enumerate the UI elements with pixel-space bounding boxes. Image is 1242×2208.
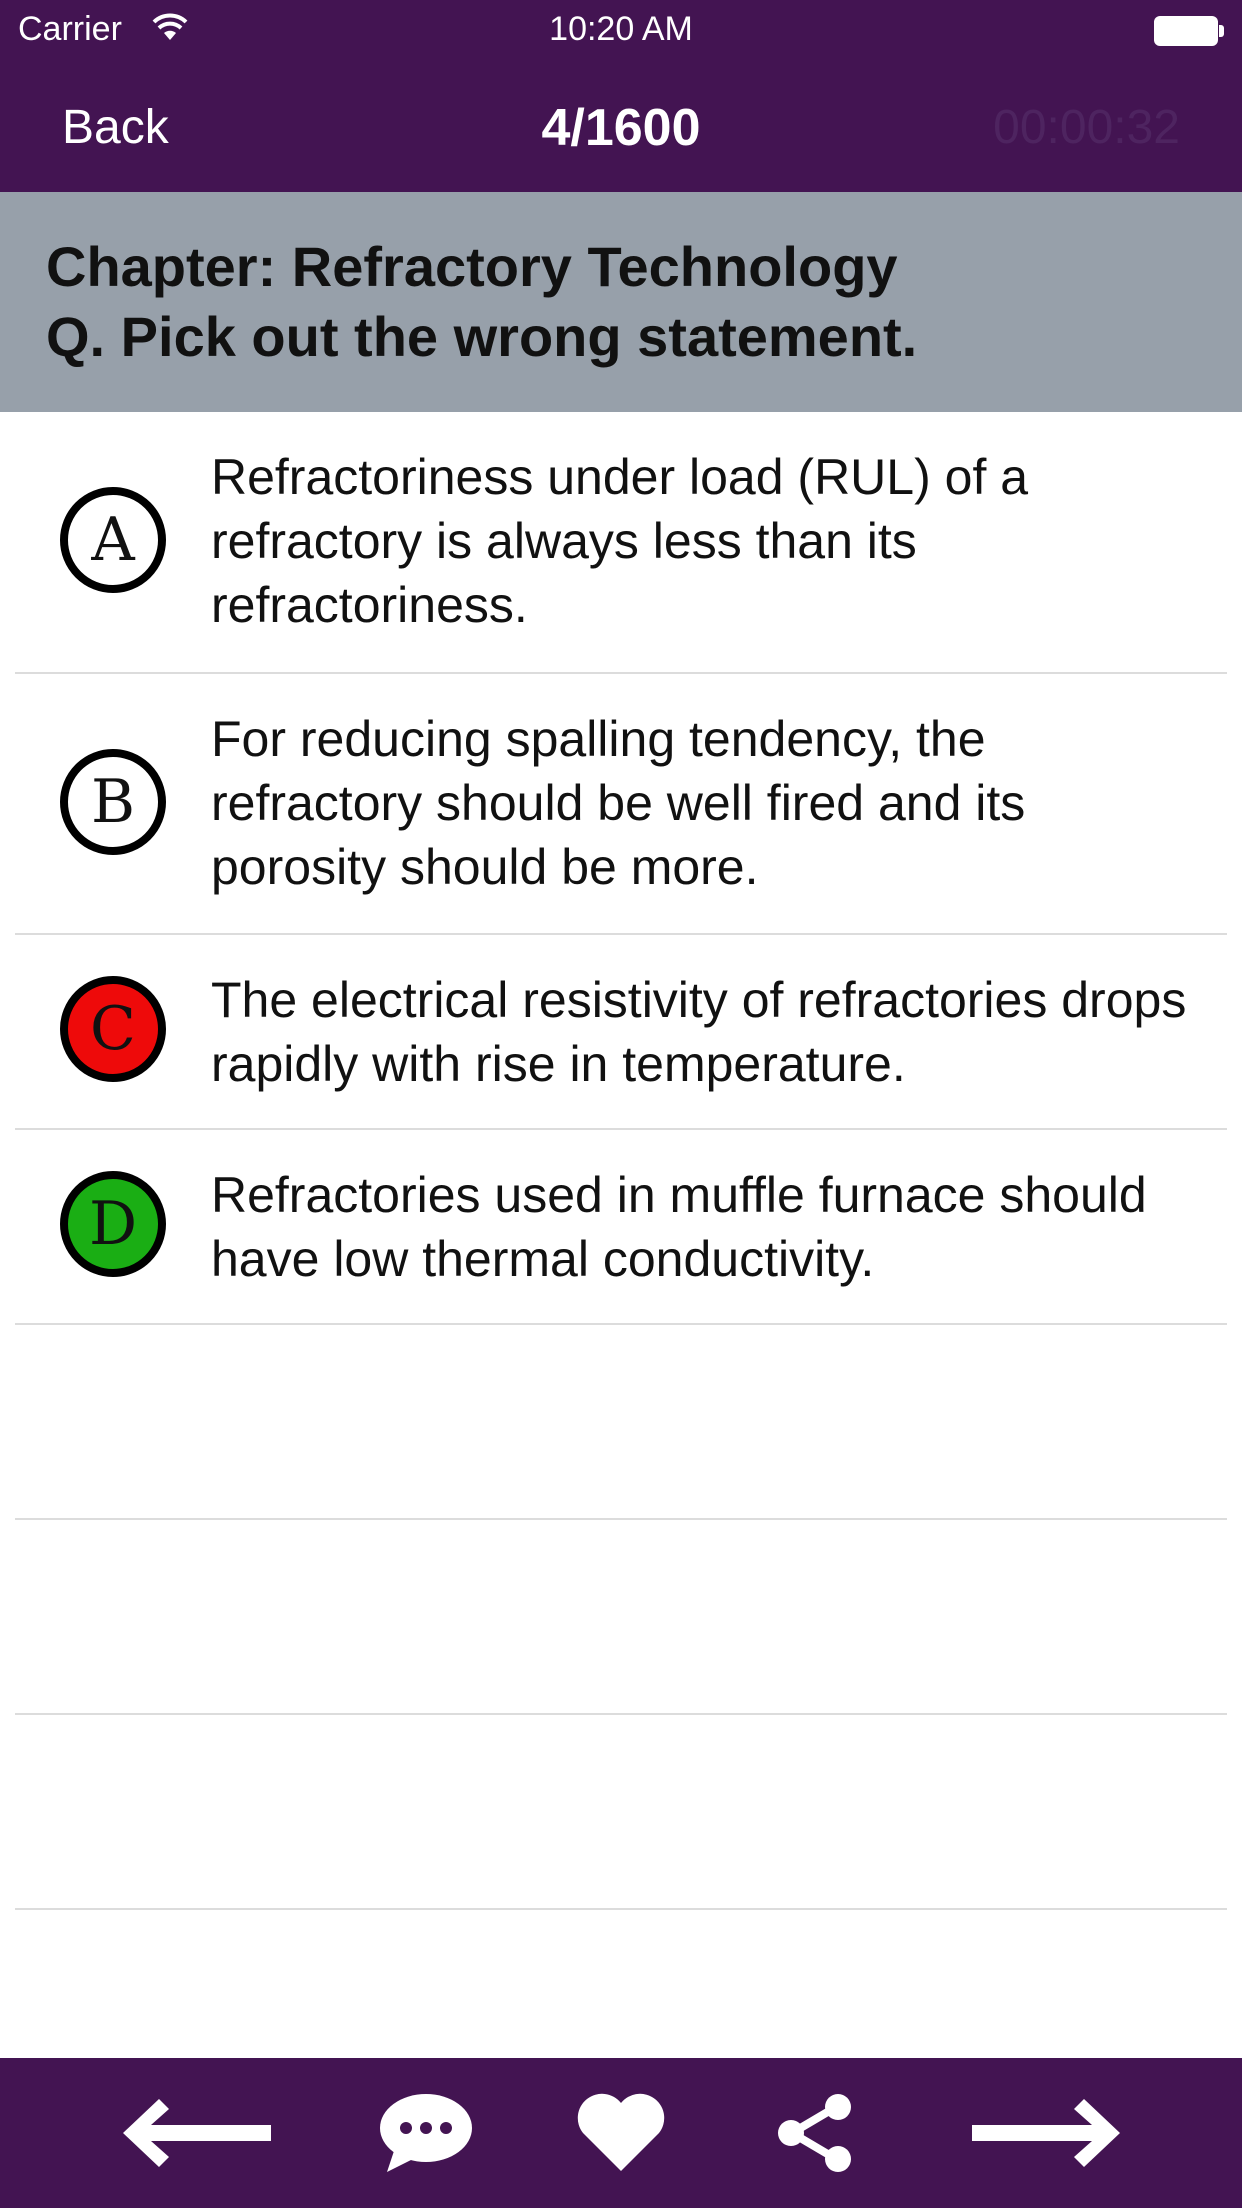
option-a-text: Refractoriness under load (RUL) of a refractory is always less than its refractoriness. [211,449,1029,633]
comment-icon[interactable] [336,2058,516,2208]
bottom-toolbar [0,2058,1242,2208]
back-button[interactable]: Back [62,101,169,154]
status-bar [0,0,1242,62]
question-header [0,192,1242,412]
option-c-badge: C [60,976,166,1082]
heart-icon[interactable] [531,2058,711,2208]
option-c[interactable] [15,935,1227,1130]
empty-row [15,1520,1227,1715]
carrier-label: Carrier [18,10,122,48]
empty-row [15,1715,1227,1910]
option-b-badge: B [60,749,166,855]
empty-row [15,1325,1227,1520]
option-d-text: Refractories used in muffle furnace should have low thermal conductivity. [211,1167,1147,1287]
elapsed-timer: 00:00:32 [993,101,1180,154]
option-c-text: The electrical resistivity of refractories drops rapidly with rise in temperature. [211,972,1187,1092]
nav-bar [0,62,1242,192]
option-a[interactable] [15,412,1227,674]
share-icon[interactable] [726,2058,906,2208]
answer-list [0,412,1242,1910]
question-text: Q. Pick out the wrong statement. [46,305,918,368]
clock: 10:20 AM [549,10,693,48]
option-b-text: For reducing spalling tendency, the refractory should be well fired and its porosity should be more. [211,711,1026,895]
arrow-left-icon[interactable] [108,2058,288,2208]
chapter-title: Chapter: Refractory Technology [46,235,898,298]
option-d[interactable] [15,1130,1227,1325]
option-a-badge: A [60,487,166,593]
arrow-right-icon[interactable] [955,2058,1135,2208]
option-d-badge: D [60,1171,166,1277]
option-b[interactable] [15,674,1227,935]
battery-icon [1154,16,1224,46]
question-counter: 4/1600 [541,99,701,157]
